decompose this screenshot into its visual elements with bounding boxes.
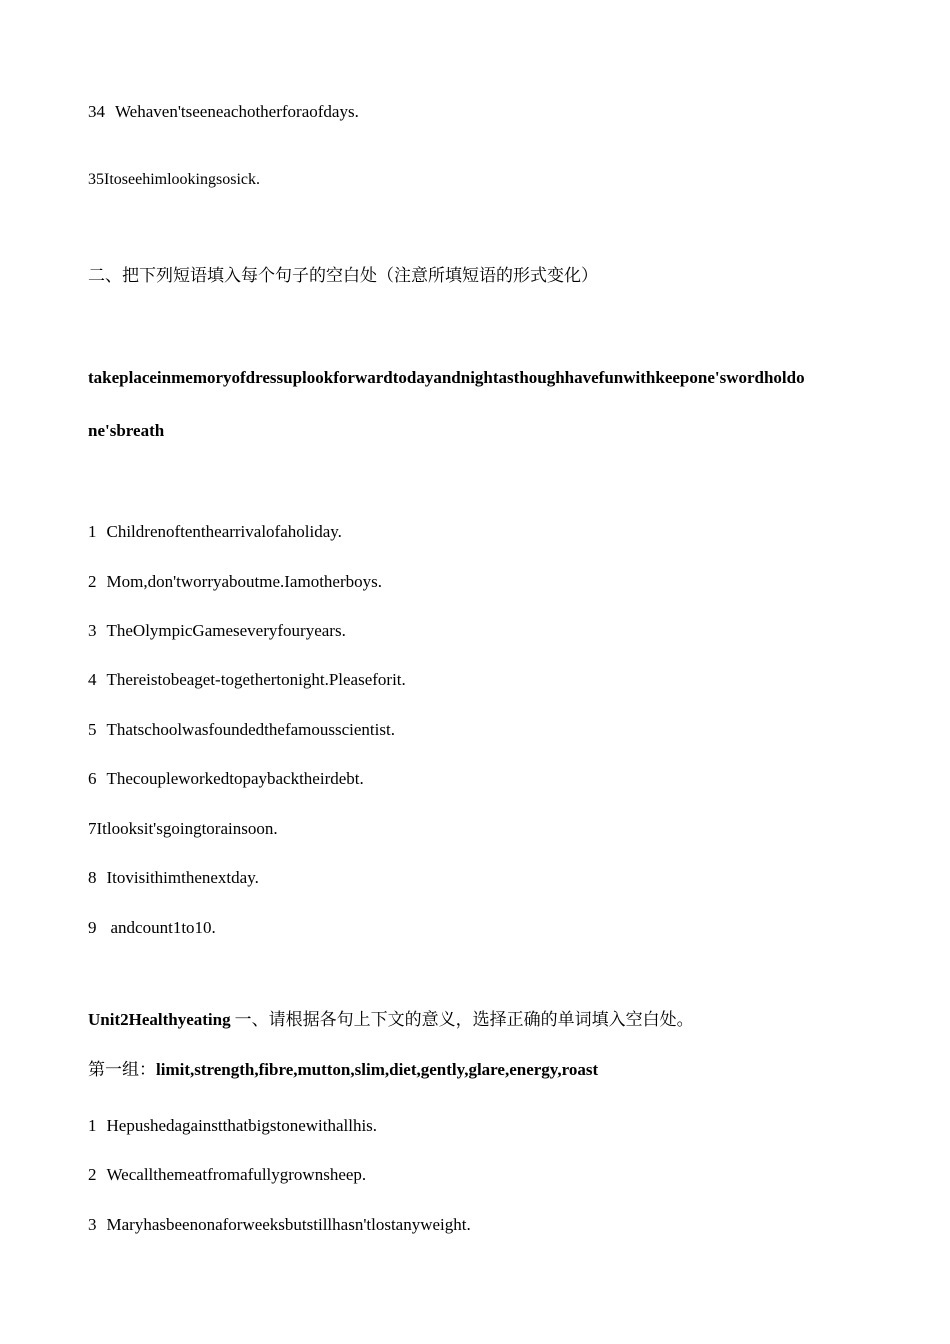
- item-number: 4: [88, 670, 97, 689]
- item-text: Maryhasbeenonaforweeksbutstillhasn'tlostanyweight.: [106, 1215, 471, 1234]
- exercise-item: [88, 571, 382, 593]
- exercise-item: [88, 768, 364, 790]
- item-text: Mom,don'tworryaboutme.Iamotherboys.: [106, 572, 382, 591]
- exercise-item: [88, 101, 359, 123]
- item-number: 1: [88, 1116, 97, 1135]
- item-number: 34: [88, 102, 105, 121]
- exercise-item: [88, 818, 278, 840]
- item-text: TheOlympicGameseveryfouryears.: [106, 621, 346, 640]
- item-number: 5: [88, 720, 97, 739]
- item-number: 6: [88, 769, 97, 788]
- unit-instruction: 一、请根据各句上下文的意义，选择正确的单词填入空白处。: [234, 1010, 694, 1030]
- section-heading: 二、把下列短语填入每个句子的空白处（注意所填短语的形式变化）: [88, 266, 598, 286]
- exercise-item: [88, 169, 260, 191]
- item-number: 8: [88, 868, 97, 887]
- item-text: andcount1to10.: [110, 918, 216, 937]
- item-text: Itovisithimthenextday.: [106, 868, 259, 887]
- unit-heading: [88, 1009, 694, 1031]
- word-group: [88, 1059, 598, 1081]
- phrase-bank-line-1: takeplaceinmemoryofdressuplookforwardtodayandnightasthoughhavefunwithkeepone'swordholdo: [88, 368, 805, 387]
- group-words: limit,strength,fibre,mutton,slim,diet,gently,glare,energy,roast: [156, 1060, 599, 1079]
- item-text: Thecoupleworkedtopaybacktheirdebt.: [106, 769, 364, 788]
- group-label: 第一组：: [88, 1060, 156, 1080]
- unit-title: Unit2Healthyeating: [88, 1010, 231, 1029]
- item-text: Hepushedagainstthatbigstonewithallhis.: [106, 1116, 378, 1135]
- exercise-item: [88, 719, 395, 741]
- item-number: 1: [88, 522, 97, 541]
- exercise-item: [88, 917, 216, 939]
- item-number: 7: [88, 819, 97, 838]
- exercise-item: [88, 521, 342, 543]
- item-number: 9: [88, 918, 97, 937]
- exercise-item: [88, 1115, 377, 1137]
- item-text: Wehaven'tseeneachotherforaofdays.: [115, 102, 359, 121]
- exercise-item: [88, 620, 346, 642]
- exercise-item: [88, 1214, 471, 1236]
- exercise-item: [88, 669, 406, 691]
- item-number: 3: [88, 1215, 97, 1234]
- exercise-item: [88, 1164, 366, 1186]
- item-text: Thereistobeaget-togethertonight.Pleaseforit.: [106, 670, 406, 689]
- item-text: Itoseehimlookingsosick.: [104, 171, 260, 188]
- item-number: 2: [88, 1165, 97, 1184]
- exercise-item: [88, 867, 259, 889]
- item-text: Childrenoftenthearrivalofaholiday.: [106, 522, 342, 541]
- item-number: 3: [88, 621, 97, 640]
- item-text: Thatschoolwasfoundedthefamousscientist.: [106, 720, 395, 739]
- item-text: Itlooksit'sgoingtorainsoon.: [96, 819, 278, 838]
- phrase-bank-line-2: ne'sbreath: [88, 421, 165, 440]
- item-number: 2: [88, 572, 97, 591]
- item-text: Wecallthemeatfromafullygrownsheep.: [106, 1165, 367, 1184]
- item-number: 35: [88, 171, 104, 188]
